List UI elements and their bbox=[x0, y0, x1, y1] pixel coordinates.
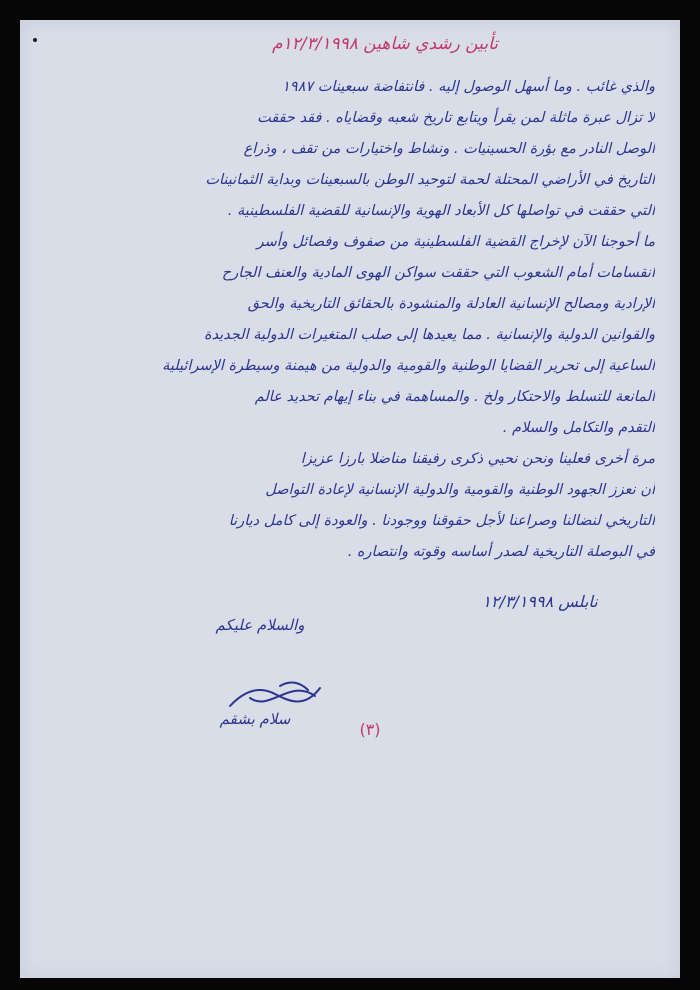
text-line: التي حققت في تواصلها كل الأبعاد الهوية والإنسانية للقضية الفلسطينية . bbox=[227, 203, 655, 219]
text-line: المانعة للتسلط والاحتكار ولخ . والمساهمة في بناء إيهام تحديد عالم bbox=[254, 389, 655, 405]
text-line: أن نعزز الجهود الوطنية والقومية والدولية الإنسانية لإعادة التواصل bbox=[265, 482, 655, 498]
text-line: الوصل النادر مع بؤرة الحسينيات . ونشاط واختيارات من تقف ، وذراع bbox=[243, 141, 655, 157]
text-line: والقوانين الدولية والإنسانية . مما يعيدها إلى صلب المتغيرات الدولية الجديدة bbox=[203, 327, 655, 343]
letter-body bbox=[80, 72, 655, 568]
text-line: لا تزال عبرة ماثلة لمن يقرأ ويتابع تاريخ شعبه وقضاياه . فقد حققت bbox=[257, 110, 655, 126]
text-line: الإرادية ومصالح الإنسانية العادلة والمنشودة بالحقائق التاريخية والحق bbox=[247, 296, 655, 312]
closing-salutation: والسلام عليكم bbox=[215, 616, 305, 634]
text-line: التاريخي لنضالنا وصراعنا لأجل حقوقنا ووجودنا . والعودة إلى كامل ديارنا bbox=[228, 513, 655, 529]
document-title: تأبين رشدي شاهين ١٢/٣/١٩٩٨م bbox=[272, 34, 498, 54]
punch-dot bbox=[33, 38, 37, 42]
text-line: التقدم والتكامل والسلام . bbox=[502, 420, 655, 436]
text-line: والذي غائب . وما أسهل الوصول إليه . فانتفاضة سبعينات ١٩٨٧ bbox=[282, 79, 655, 95]
text-line: الساعية إلى تحرير القضايا الوطنية والقومية والدولية من هيمنة وسيطرة الإسرائيلية bbox=[162, 358, 655, 374]
text-line: ما أحوجنا الآن لإخراج القضية الفلسطينية من صفوف وفصائل وأسر bbox=[256, 234, 655, 250]
text-line: انقسامات أمام الشعوب التي حققت سواكن الهوى المادية والعنف الجارح bbox=[221, 265, 655, 281]
page-number: (٣) bbox=[359, 720, 381, 739]
signer-name: سلام بشقم bbox=[219, 710, 291, 728]
text-line: في البوصلة التاريخية لصدر أساسه وقوته وانتصاره . bbox=[347, 544, 655, 560]
text-line: التاريخ في الأراضي المحتلة لحمة لتوحيد الوطن بالسبعينات وبداية الثمانينات bbox=[205, 172, 655, 188]
text-line: مرة أخرى فعلينا ونحن نحيي ذكرى رفيقنا مناضلا بارزا عزيزا bbox=[300, 451, 655, 467]
place-date: نابلس ١٢/٣/١٩٩٨ bbox=[482, 592, 598, 611]
paper-sheet bbox=[20, 20, 680, 978]
